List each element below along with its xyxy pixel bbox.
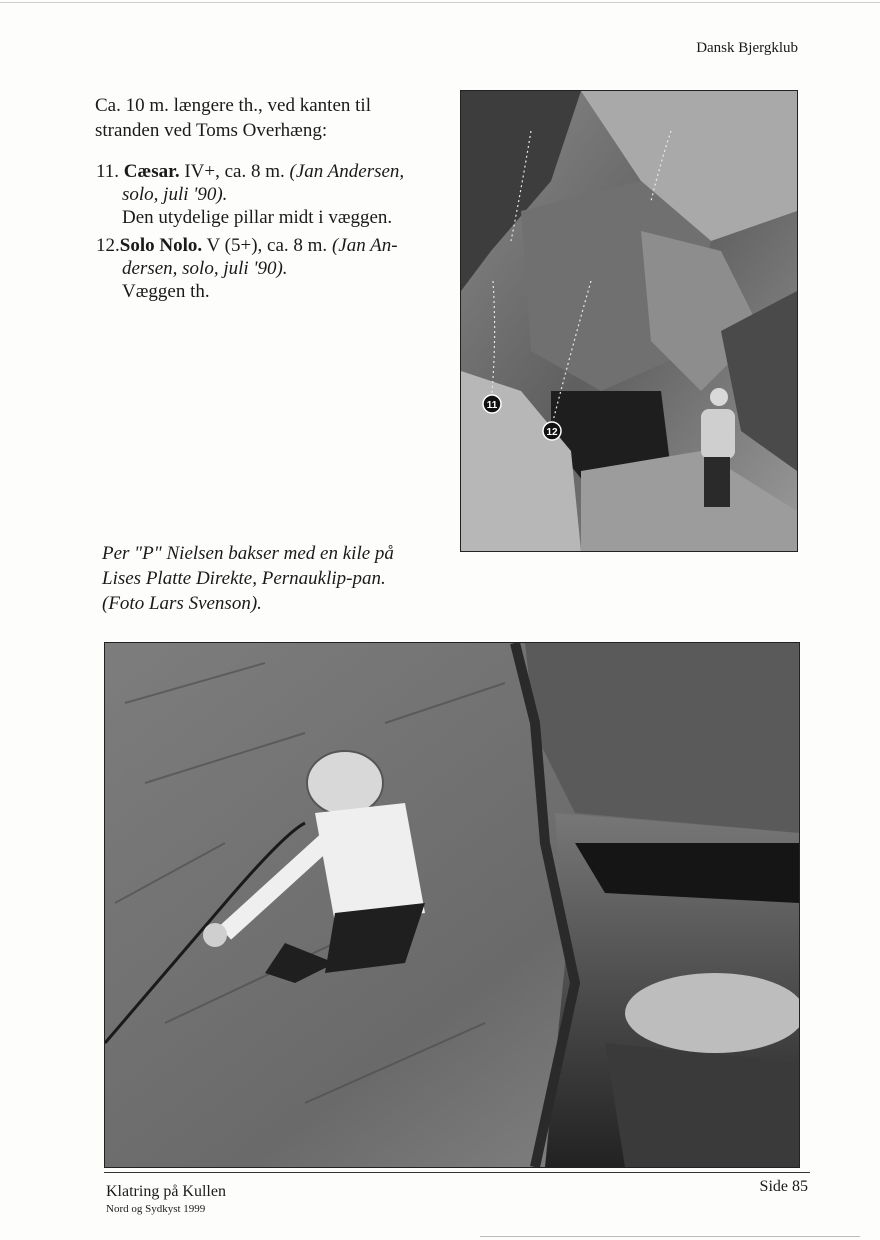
route-12-line2 — [96, 257, 441, 280]
route-12-credit: (Jan An- — [331, 235, 398, 256]
route-12-description: Væggen th. — [122, 281, 210, 302]
top-edge-line — [0, 2, 880, 3]
route-11 — [96, 160, 441, 229]
route-11-name: Cæsar. — [123, 161, 180, 182]
route-11-grade: IV+, ca. 8 m. — [184, 161, 285, 182]
route-12-credit-cont: dersen, solo, juli '90). — [122, 258, 288, 279]
route-12-number: 12. — [96, 235, 120, 256]
route-12 — [96, 234, 441, 303]
route-12-grade: V (5+), ca. 8 m. — [206, 235, 328, 256]
page-number: Side 85 — [759, 1178, 808, 1195]
route-11-credit: (Jan Andersen, — [289, 161, 405, 182]
footer-divider — [104, 1172, 810, 1173]
rock-wall-image — [461, 91, 797, 551]
page-header: Dansk Bjergklub — [696, 40, 798, 56]
climber-photo — [104, 642, 800, 1168]
footer-subtitle: Nord og Sydkyst 1999 — [106, 1203, 206, 1215]
route-marker-12-label: 12 — [546, 427, 558, 438]
route-11-number: 11. — [96, 161, 120, 182]
route-marker-11 — [483, 395, 501, 413]
intro-paragraph: Ca. 10 m. længere th., ved kanten til stranden ved Toms Overhæng: — [95, 95, 371, 141]
route-marker-11-label: 11 — [486, 400, 498, 411]
route-11-credit-cont: solo, juli '90). — [122, 184, 228, 205]
route-11-line1 — [96, 160, 441, 183]
route-11-description: Den utydelige pillar midt i væggen. — [122, 207, 393, 228]
route-11-line2 — [96, 183, 441, 206]
route-12-name: Solo Nolo. — [119, 235, 203, 256]
route-photo — [460, 90, 798, 552]
route-12-line1 — [96, 234, 441, 257]
photo-caption: Per "P" Nielsen bakser med en kile på Lises Platte Direkte, Pernauklip-pan. (Foto Lars Svenson). — [102, 543, 394, 614]
bottom-edge-line — [480, 1236, 860, 1237]
climber-image — [105, 643, 799, 1167]
route-marker-12 — [543, 422, 561, 440]
footer-title: Klatring på Kullen — [106, 1183, 226, 1200]
